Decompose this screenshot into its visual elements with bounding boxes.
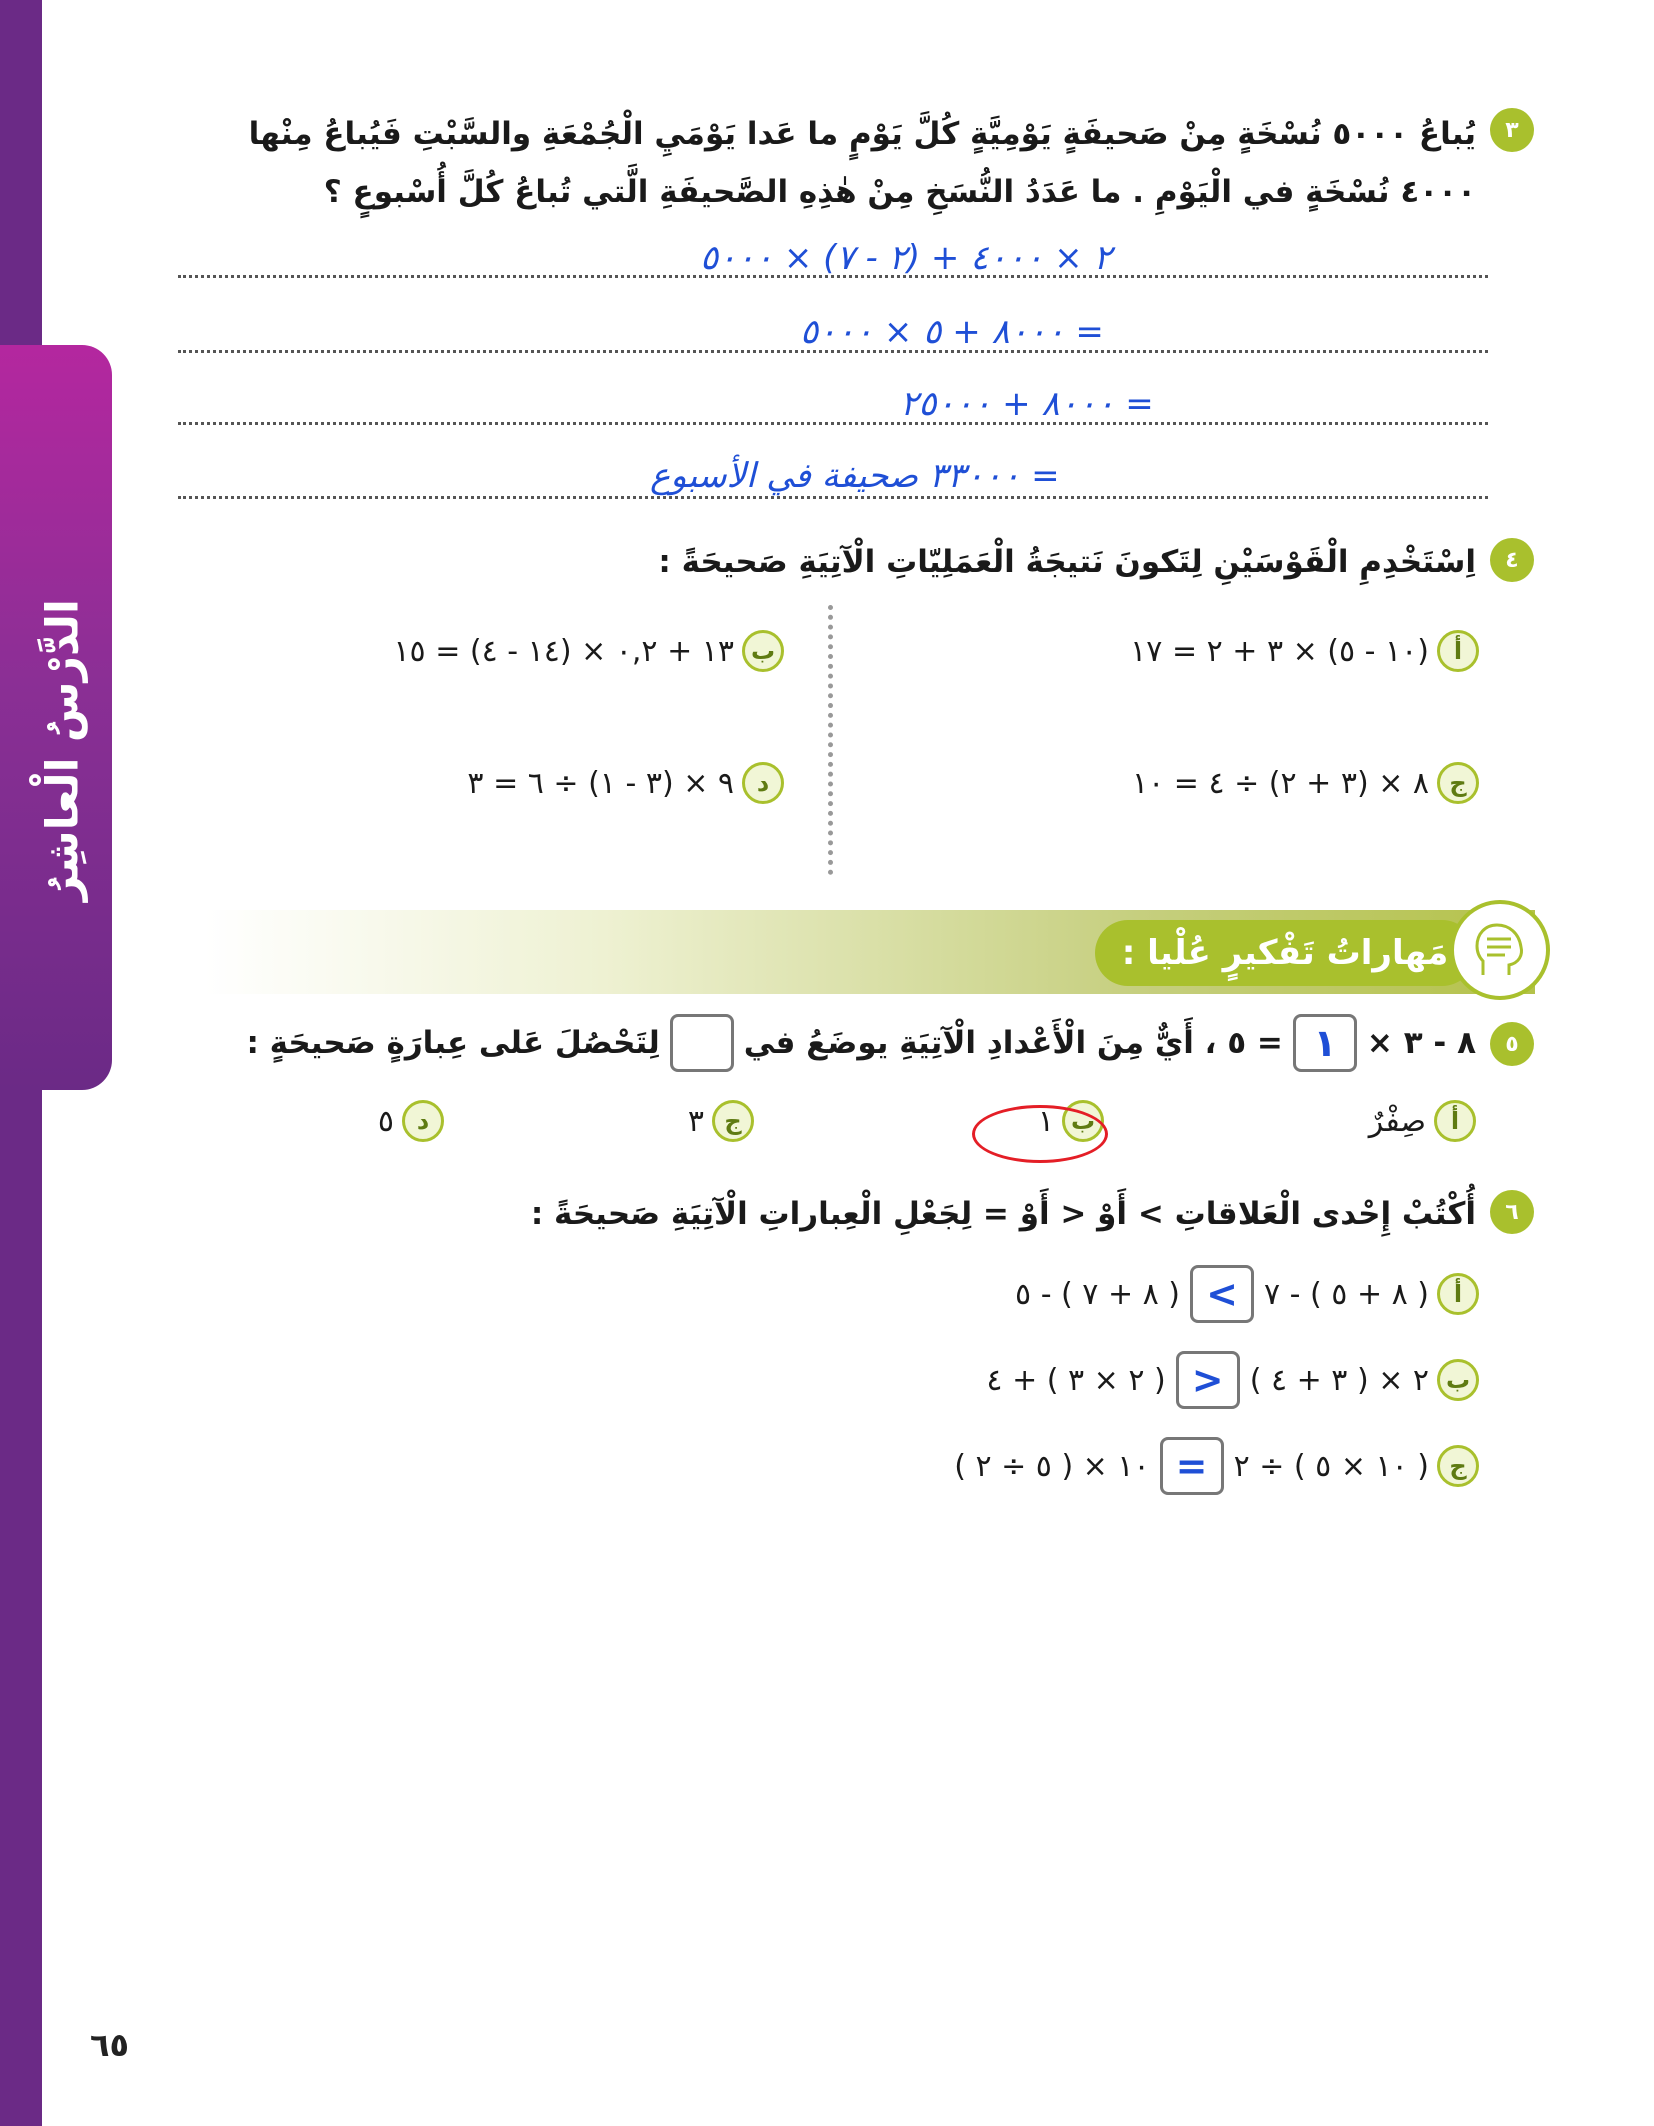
question-3-line-1: يُباعُ ٥٠٠٠ نُسْخَةٍ مِنْ صَحيفَةٍ يَوْمِيَّةٍ كُلَّ يَوْمٍ ما عَدا يَوْمَيِ الْجُمْعَةِ والسَّبْتِ فَيُباعُ مِنْها (248, 116, 1476, 152)
q6-item-a-right: ( ٨ + ٧ ) - ٥ (1015, 1276, 1181, 1312)
handwritten-step-2: = ٨٠٠٠ + ٥ × ٥٠٠٠ (800, 312, 1104, 352)
q4-item-a (1130, 630, 1479, 672)
option-letter-b: ب (1437, 1359, 1479, 1401)
q4-item-c-expression: ٨ × (٣ + ٢) ÷ ٤ = ١٠ (1131, 765, 1429, 801)
q4-item-d (467, 762, 784, 804)
q5-option-c[interactable] (688, 1100, 754, 1142)
question-5-statement (246, 1014, 1476, 1072)
option-letter-a: أ (1437, 1273, 1479, 1315)
q5-answer-box[interactable]: ١ (1293, 1014, 1357, 1072)
q4-item-b-expression: ١٣ + ٠,٢ × (١٤ - ٤) = ١٥ (393, 633, 734, 669)
skills-title: مَهاراتُ تَفْكيرٍ عُلْيا : (1095, 920, 1475, 986)
answer-line-3[interactable] (178, 422, 1488, 425)
q6-item-c-right: ١٠ × ( ٥ ÷ ٢ ) (954, 1448, 1150, 1484)
question-3-line-2: ٤٠٠٠ نُسْخَةٍ في الْيَوْمِ . ما عَدَدُ النُّسَخِ مِنْ هٰذِهِ الصَّحيفَةِ الَّتي تُباعُ كُلَّ أُسْبوعٍ ؟ (323, 174, 1476, 210)
q5-option-a-value: صِفْرٌ (1368, 1103, 1426, 1139)
q5-option-c-value: ٣ (687, 1103, 704, 1139)
question-6-instruction: أُكْتُبْ إِحْدى الْعَلاقاتِ > أَوْ < أَوْ = لِجَعْلِ الْعِباراتِ الْآتِيَةِ صَحيحَةً : (530, 1196, 1476, 1232)
q6-item-b-left: ٢ × ( ٣ + ٤ ) (1249, 1362, 1429, 1398)
q5-expression: ٨ - ٣ × (1366, 1025, 1476, 1061)
option-letter-c: ج (1437, 762, 1479, 804)
q4-item-c (1132, 762, 1479, 804)
thinking-head-icon (1450, 900, 1550, 1000)
question-4-number: ٤ (1490, 538, 1534, 582)
q5-empty-box (670, 1014, 734, 1072)
handwritten-step-3: = ٨٠٠٠ + ٢٥٠٠٠ (900, 384, 1154, 424)
q5-option-d[interactable] (378, 1100, 444, 1142)
q6-item-a-answer-box[interactable]: > (1190, 1265, 1254, 1323)
question-5-number: ٥ (1490, 1022, 1534, 1066)
q6-item-a-left: ( ٨ + ٥ ) - ٧ (1264, 1276, 1429, 1312)
q6-item-c-left: ( ١٠ × ٥ ) ÷ ٢ (1233, 1448, 1429, 1484)
q6-item-b-answer-box[interactable]: < (1176, 1351, 1240, 1409)
q6-item-b (986, 1351, 1479, 1409)
answer-line-4[interactable] (178, 496, 1488, 499)
lesson-title: الدَّرْسُ الْعاشِرُ (37, 599, 89, 901)
handwritten-step-4: = ٣٣٠٠٠ صحيفة في الأسبوع (650, 456, 1060, 496)
option-letter-d: د (742, 762, 784, 804)
q5-option-d-value: ٥ (377, 1103, 394, 1139)
q5-option-a[interactable] (1369, 1100, 1476, 1142)
page-number: ٦٥ (90, 2026, 130, 2064)
q4-item-d-expression: ٩ × (٣ - ١) ÷ ٦ = ٣ (467, 765, 734, 801)
option-letter-c: ج (712, 1100, 754, 1142)
q6-item-c (954, 1437, 1479, 1495)
q4-item-a-expression: (١٠ - ٥) × ٣ + ٢ = ١٧ (1130, 633, 1429, 669)
option-letter-a: أ (1437, 630, 1479, 672)
option-letter-b: ب (742, 630, 784, 672)
q5-question: = ٥ ، أَيٌّ مِنَ الْأَعْدادِ الْآتِيَةِ يوضَعُ في (743, 1025, 1283, 1061)
question-3-number: ٣ (1490, 108, 1534, 152)
question-4-instruction: اِسْتَخْدِمِ الْقَوْسَيْنِ لِتَكونَ نَتيجَةُ الْعَمَلِيّاتِ الْآتِيَةِ صَحيحَةً : (658, 544, 1476, 580)
q5-question-end: لِتَحْصُلَ عَلى عِبارَةٍ صَحيحَةٍ : (246, 1025, 660, 1061)
handwritten-step-1: ٢ × ٤٠٠٠ + (٢ - ٧) × ٥٠٠٠ (700, 238, 1112, 278)
question-6-number: ٦ (1490, 1190, 1534, 1234)
column-divider (828, 605, 833, 875)
q6-item-b-right: ( ٢ × ٣ ) + ٤ (986, 1362, 1166, 1398)
option-letter-b: ب (1062, 1100, 1104, 1142)
option-letter-d: د (402, 1100, 444, 1142)
selected-answer-circle (972, 1105, 1108, 1163)
option-letter-c: ج (1437, 1445, 1479, 1487)
q5-option-b-value: ١ (1037, 1103, 1054, 1139)
option-letter-a: أ (1434, 1100, 1476, 1142)
q6-item-c-answer-box[interactable]: = (1160, 1437, 1224, 1495)
q6-item-a (1015, 1265, 1479, 1323)
q4-item-b (393, 630, 784, 672)
